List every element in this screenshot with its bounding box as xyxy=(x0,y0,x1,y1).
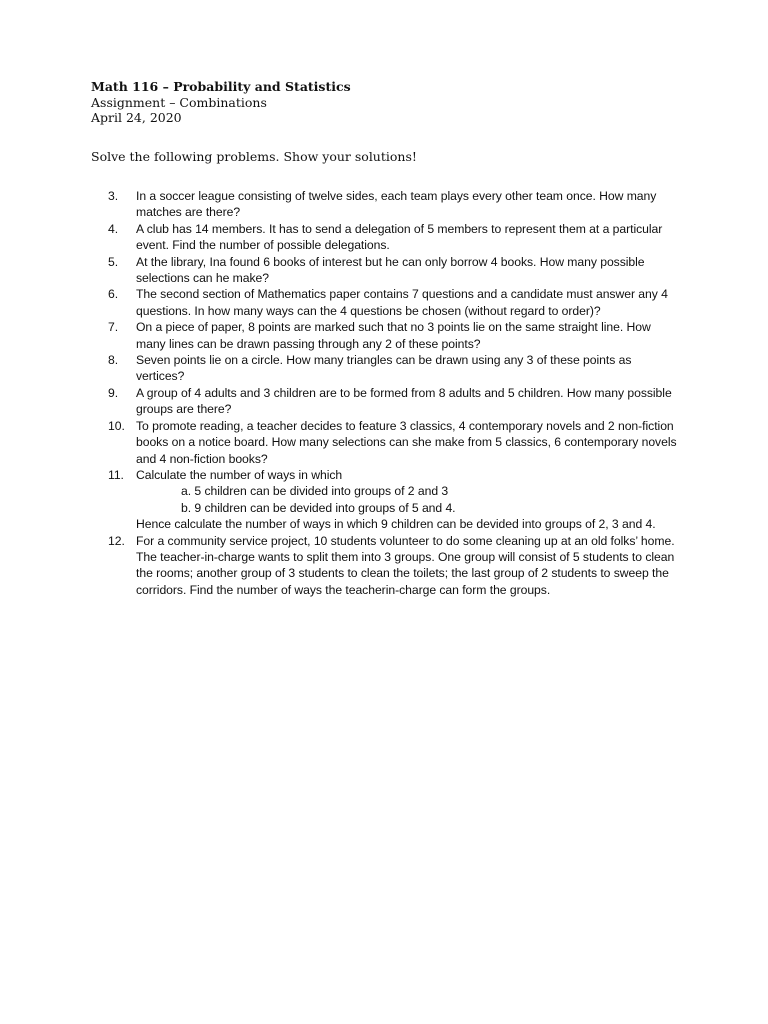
problem-text: On a piece of paper, 8 points are marked such that no 3 points lie on the same straight line. How many lines can be drawn passing through any 2 of these points? xyxy=(136,320,651,351)
problem-number: 4. xyxy=(108,221,119,236)
problem-text: For a community service project, 10 students volunteer to do some cleaning up at an old folks’ home. The teacher-in-charge wants to split them into 3 groups. One group will consist of 5 students to clean the rooms; another group of 3 students to clean the toilets; the last group of 2 students to sweep the corridors. Find the number of ways the teacherin-charge can form the groups. xyxy=(136,533,675,597)
course-title: Math 116 – Probability and Statistics xyxy=(91,79,351,94)
problem-text: Seven points lie on a circle. How many triangles can be drawn using any 3 of these points as vertices? xyxy=(136,353,632,384)
instruction-text: Solve the following problems. Show your solutions! xyxy=(91,149,417,164)
problem-text: Calculate the number of ways in which xyxy=(136,467,343,482)
problem-text: A club has 14 members. It has to send a delegation of 5 members to represent them at a particular event. Find the number of possible delegations. xyxy=(136,221,663,253)
problem-item xyxy=(108,286,680,319)
problem-number: 10. xyxy=(108,418,125,433)
problem-item xyxy=(108,385,680,418)
problem-text: In a soccer league consisting of twelve sides, each team plays every other team once. How many matches are there? xyxy=(136,189,657,220)
problem-followup-text: Hence calculate the number of ways in which 9 children can be devided into groups of 2, 3 and 4. xyxy=(136,517,656,532)
problem-item xyxy=(108,319,680,352)
problem-item xyxy=(108,418,680,467)
problem-text: The second section of Mathematics paper contains 7 questions and a candidate must answer any 4 questions. In how many ways can the 4 questions be chosen (without regard to order)? xyxy=(136,287,668,318)
problem-number: 8. xyxy=(108,353,119,368)
problem-number: 7. xyxy=(108,320,119,335)
document-header xyxy=(91,79,351,126)
problem-text: A group of 4 adults and 3 children are to be formed from 8 adults and 5 children. How many possible groups are there? xyxy=(136,385,672,417)
problem-item xyxy=(108,467,680,533)
problem-list xyxy=(108,188,680,598)
problem-number: 12. xyxy=(108,533,125,548)
problem-item xyxy=(108,254,680,287)
assignment-title: Assignment – Combinations xyxy=(91,94,267,110)
problem-item xyxy=(108,188,680,221)
problem-subitem: b. 9 children can be devided into groups of 5 and 4. xyxy=(181,500,456,515)
problem-item xyxy=(108,221,680,254)
problem-text: At the library, Ina found 6 books of interest but he can only borrow 4 books. How many possible selections can he make? xyxy=(136,254,645,286)
assignment-date: April 24, 2020 xyxy=(91,110,182,125)
problem-item xyxy=(108,533,680,599)
problem-number: 11. xyxy=(108,467,124,482)
problem-text: To promote reading, a teacher decides to feature 3 classics, 4 contemporary novels and 2 non-fiction books on a notice board. How many selections can she make from 5 classics, 6 contemporary novels and 4 non-fiction books? xyxy=(136,418,677,466)
problem-item xyxy=(108,352,680,385)
problem-subitem: a. 5 children can be divided into groups of 2 and 3 xyxy=(181,484,449,499)
problem-number: 5. xyxy=(108,254,119,269)
problem-number: 9. xyxy=(108,385,119,400)
problem-number: 3. xyxy=(108,189,119,203)
problem-number: 6. xyxy=(108,287,119,302)
